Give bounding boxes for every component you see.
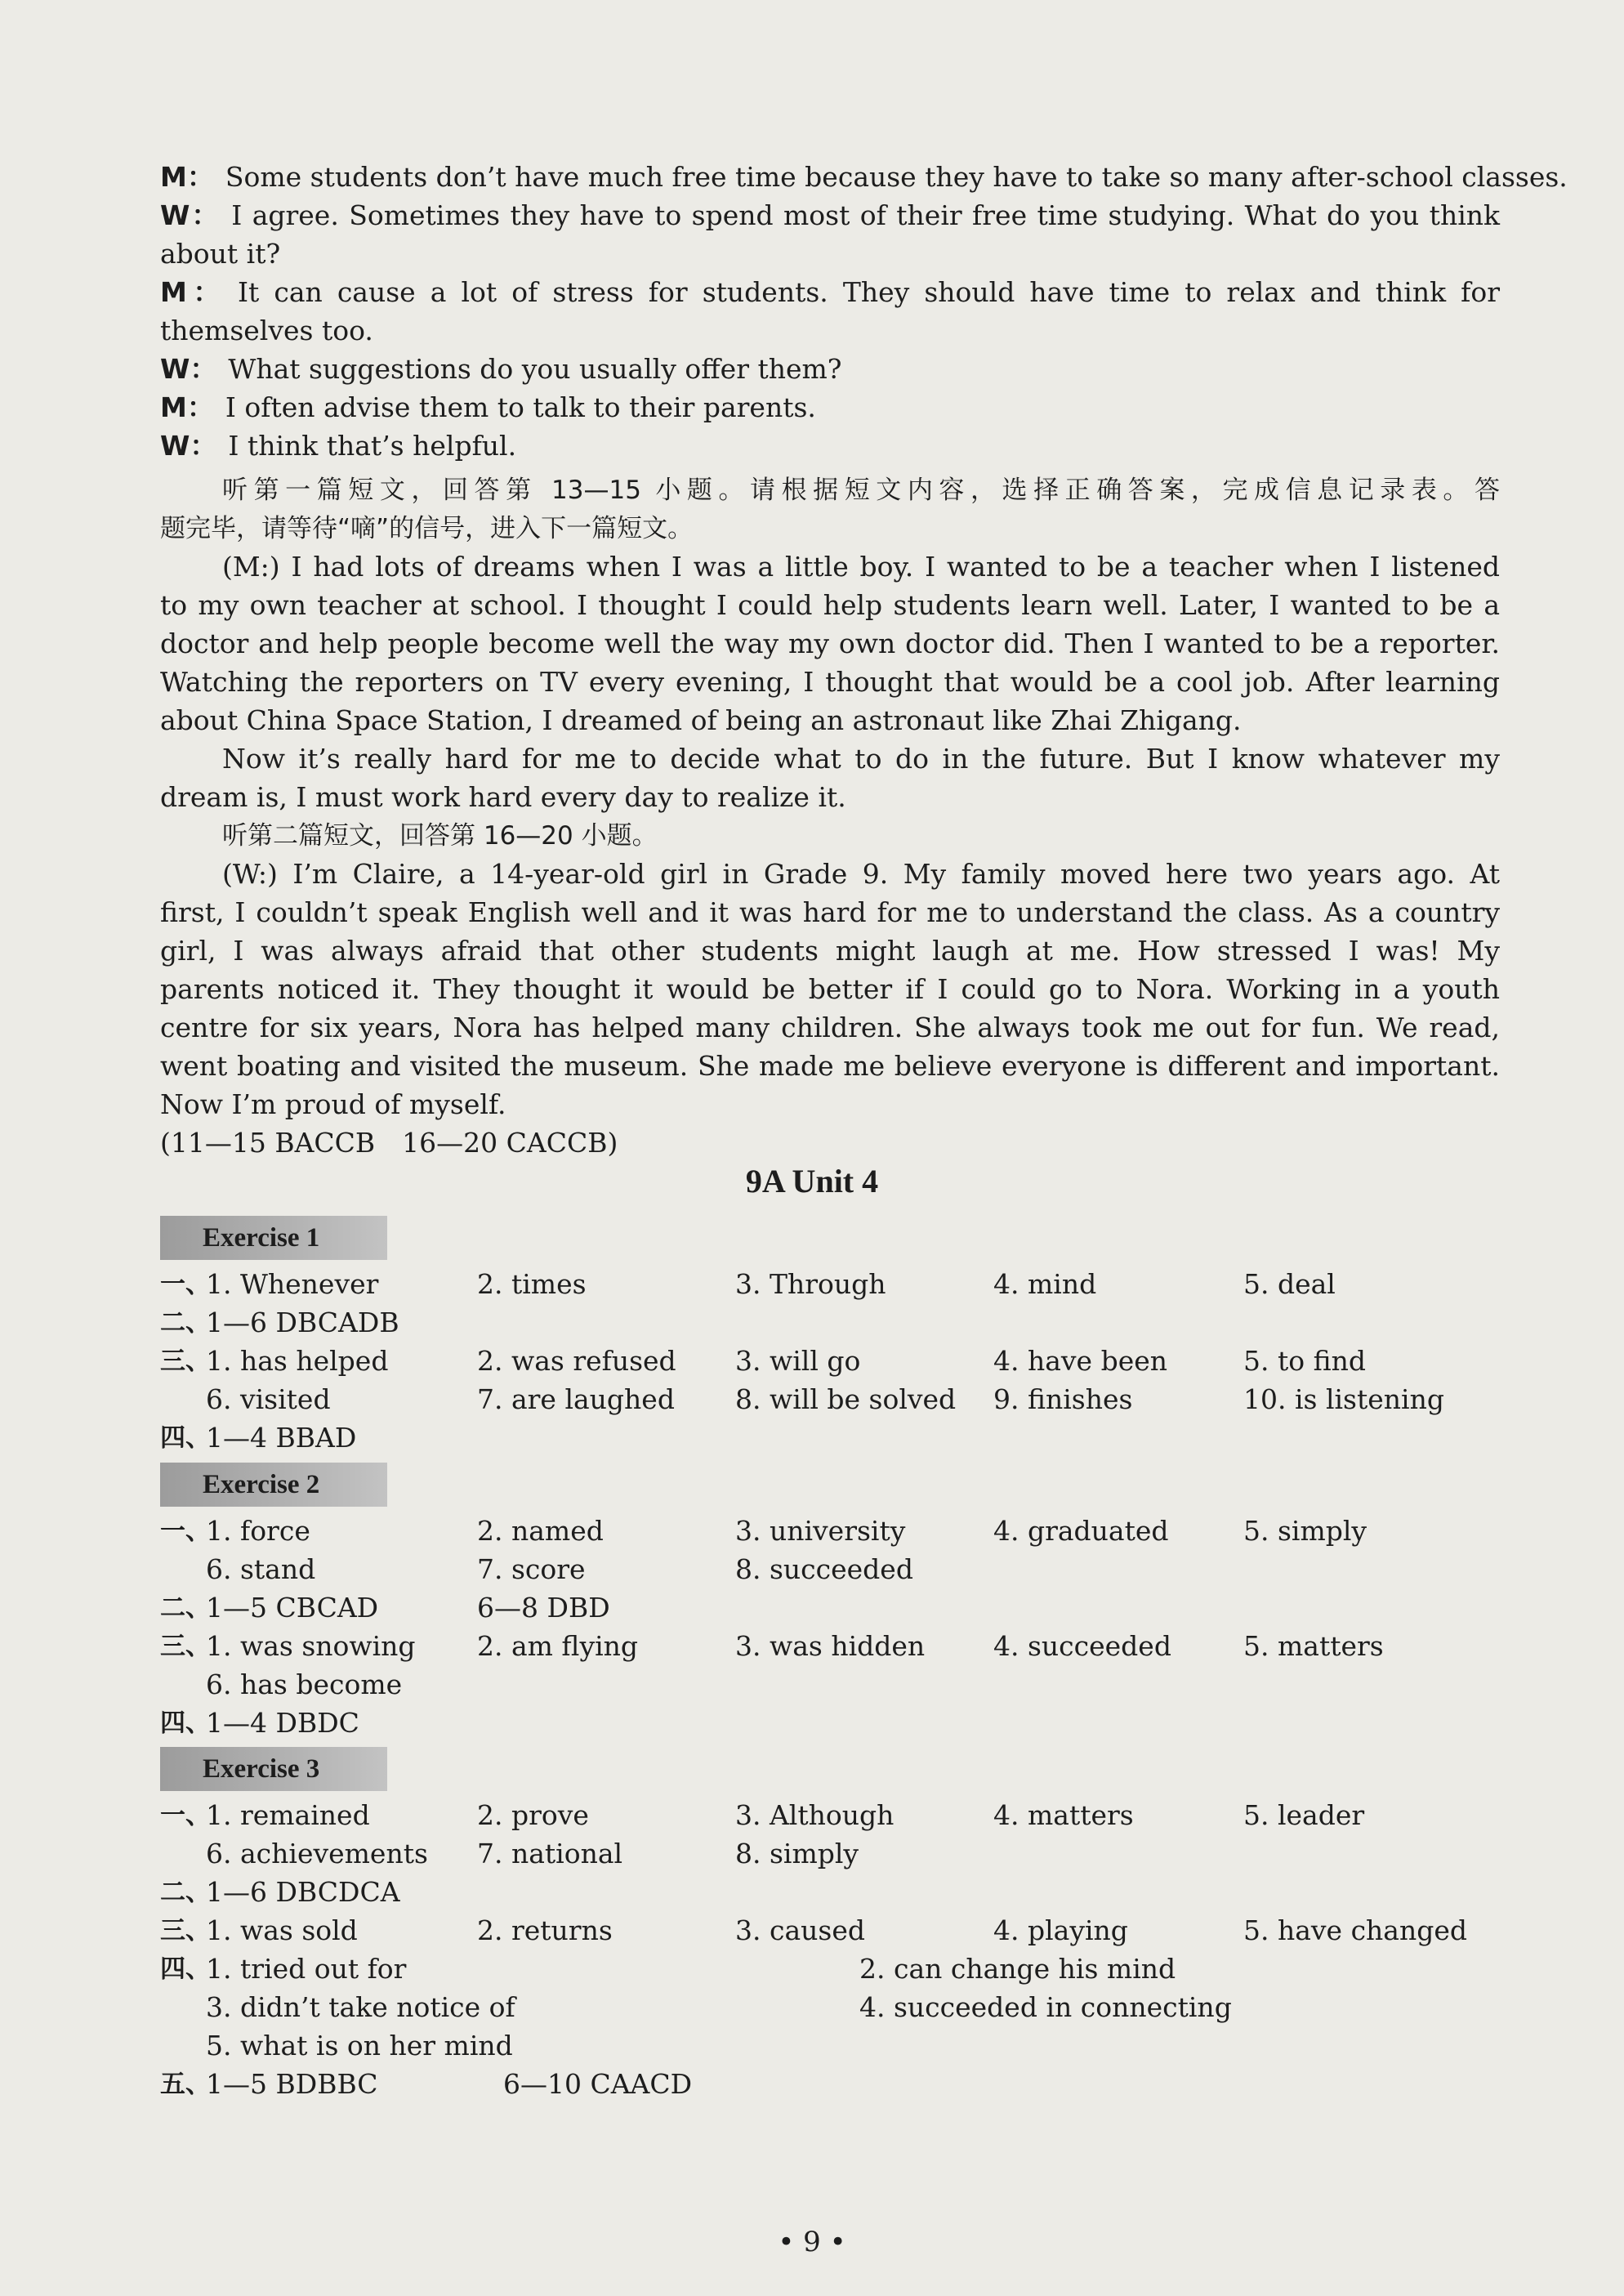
passage-line: parents noticed it. They thought it would be better if I could go to Nora. Working in a youth: [160, 973, 1500, 1005]
speaker-label: W：: [160, 353, 217, 385]
answer-row: [160, 1667, 1500, 1703]
passage-line: Now it’s really hard for me to decide what to do in the future. But I know whatever my: [222, 743, 1500, 775]
passage-line: Now I’m proud of myself.: [160, 1088, 506, 1120]
answer-item: 4. graduated: [993, 1515, 1169, 1547]
dialogue-text: What suggestions do you usually offer them?: [228, 353, 842, 385]
answer-item: 3. Through: [735, 1268, 886, 1300]
exercise-heading: Exercise 2: [160, 1463, 387, 1507]
answer-row: [160, 1913, 1500, 1949]
answer-row: [160, 1513, 1500, 1549]
answer-item: 5. to find: [1243, 1345, 1366, 1377]
answer-item: 2. named: [477, 1515, 604, 1547]
answer-item: 5. simply: [1243, 1515, 1367, 1547]
section-label: 一、: [160, 1270, 211, 1299]
answer-row: [160, 1798, 1500, 1834]
dialogue-line: [160, 159, 1568, 195]
answer-item: 1. was sold: [206, 1914, 358, 1946]
answer-row: [160, 1590, 1500, 1626]
passage-line: dream is, I must work hard every day to realize it.: [160, 781, 846, 813]
answer-item: 2. times: [477, 1268, 587, 1300]
answer-item: 3. didn’t take notice of: [206, 1991, 515, 2023]
passage-line: girl, I was always afraid that other students might laugh at me. How stressed I was! My: [160, 935, 1500, 967]
answer-item: 5. deal: [1243, 1268, 1336, 1300]
speaker-label: M：: [160, 391, 214, 423]
answer-item: 1—4 BBAD: [206, 1422, 357, 1454]
answer-row: [160, 1836, 1500, 1872]
answer-item: 1—4 DBDC: [206, 1707, 359, 1739]
answer-item: 7. national: [477, 1838, 623, 1869]
section-label: 二、: [160, 1593, 211, 1623]
answer-row: [160, 1874, 1500, 1910]
dialogue-text: Some students don’t have much free time because they have to take so many after-school classes.: [225, 161, 1568, 193]
answer-item: 3. was hidden: [735, 1630, 926, 1662]
section-label: 三、: [160, 1632, 211, 1661]
dialogue-text: themselves too.: [160, 315, 373, 346]
exercise-heading: Exercise 3: [160, 1747, 387, 1791]
speaker-label: W：: [160, 199, 221, 231]
answer-row: [160, 1305, 1500, 1341]
answer-item: 5. matters: [1243, 1630, 1384, 1662]
answer-row: [160, 1266, 1500, 1302]
answer-item: 10. is listening: [1243, 1383, 1444, 1415]
passage-line: Watching the reporters on TV every evening, I thought that would be a cool job. After learning: [160, 666, 1500, 698]
answer-item: 1. was snowing: [206, 1630, 416, 1662]
dialogue-text: It can cause a lot of stress for students. They should have time to relax and think for: [237, 276, 1500, 308]
answer-item: 4. playing: [993, 1914, 1128, 1946]
passage-line: (M:) I had lots of dreams when I was a little boy. I wanted to be a teacher when I listened: [222, 551, 1500, 583]
speaker-label: W：: [160, 430, 217, 462]
answer-item: 1. tried out for: [206, 1953, 407, 1985]
answer-item: 6. stand: [206, 1553, 316, 1585]
section-label: 四、: [160, 1423, 211, 1453]
answer-item: 7. score: [477, 1553, 586, 1585]
answer-item: 4. succeeded: [993, 1630, 1171, 1662]
listening-answers: (11—15 BACCB 16—20 CACCB): [160, 1127, 618, 1159]
dialogue-text: I think that’s helpful.: [228, 430, 517, 462]
passage-line: centre for six years, Nora has helped many children. She always took me out for fun. We read,: [160, 1012, 1500, 1043]
speaker-label: M：: [160, 276, 226, 308]
answer-item: 6. visited: [206, 1383, 331, 1415]
dialogue-line: [160, 275, 1500, 310]
answer-item: 9. finishes: [993, 1383, 1133, 1415]
answer-item: 5. what is on her mind: [206, 2030, 513, 2061]
answer-row: [160, 1382, 1500, 1418]
dialogue-text: I often advise them to talk to their parents.: [225, 391, 816, 423]
answer-row: [160, 1705, 1500, 1741]
answer-item: 2. am flying: [477, 1630, 639, 1662]
answer-row: [160, 1343, 1500, 1379]
answer-item: 1. Whenever: [206, 1268, 379, 1300]
section-label: 三、: [160, 1347, 211, 1376]
unit-title: 9A Unit 4: [745, 1163, 879, 1199]
answer-item: 1. force: [206, 1515, 310, 1547]
listening-instruction: 听第二篇短文，回答第 16—20 小题。: [222, 821, 658, 851]
answer-item: 8. will be solved: [735, 1383, 957, 1415]
answer-item: 1—5 BDBBC: [206, 2068, 378, 2100]
section-label: 五、: [160, 2070, 211, 2099]
answer-item: 4. mind: [993, 1268, 1097, 1300]
passage-line: doctor and help people become well the way my own doctor did. Then I wanted to be a reporter.: [160, 628, 1500, 659]
answer-item: 8. simply: [735, 1838, 859, 1869]
section-label: 三、: [160, 1916, 211, 1945]
section-label: 四、: [160, 1709, 211, 1738]
answer-row: [160, 1552, 1500, 1588]
dialogue-line: [160, 428, 1500, 464]
answer-item: 6—8 DBD: [477, 1592, 610, 1624]
answer-item: 2. was refused: [477, 1345, 676, 1377]
answer-item: 1—6 DBCADB: [206, 1307, 399, 1338]
passage-line: to my own teacher at school. I thought I could help students learn well. Later, I wanted to be a: [160, 589, 1500, 621]
section-label: 四、: [160, 1954, 211, 1984]
listening-instruction: 听第一篇短文，回答第 13—15 小题。请根据短文内容，选择正确答案，完成信息记录表。答: [222, 476, 1500, 505]
answer-item: 6. achievements: [206, 1838, 428, 1869]
answer-item: 1—6 DBCDCA: [206, 1876, 400, 1908]
passage-line: went boating and visited the museum. She made me believe everyone is different and important.: [160, 1050, 1500, 1082]
answer-item: 4. succeeded in connecting: [859, 1991, 1232, 2023]
passage-line: about China Space Station, I dreamed of being an astronaut like Zhai Zhigang.: [160, 704, 1242, 736]
dialogue-line: [160, 313, 1500, 349]
answer-row: [160, 1951, 1500, 1987]
answer-item: 2. prove: [477, 1799, 589, 1831]
listening-instruction: 题完毕，请等待“嘀”的信号，进入下一篇短文。: [160, 514, 694, 543]
answer-item: 3. Although: [735, 1799, 895, 1831]
exercise-heading: Exercise 1: [160, 1216, 387, 1260]
answer-row: [160, 1420, 1500, 1456]
answer-item: 3. caused: [735, 1914, 865, 1946]
passage-line: (W:) I’m Claire, a 14-year-old girl in Grade 9. My family moved here two years ago. At: [222, 858, 1500, 890]
answer-row: [160, 2066, 1500, 2102]
section-label: 一、: [160, 1801, 211, 1830]
answer-item: 5. have changed: [1243, 1914, 1468, 1946]
answer-item: 8. succeeded: [735, 1553, 913, 1585]
answer-item: 5. leader: [1243, 1799, 1365, 1831]
answer-item: 3. will go: [735, 1345, 861, 1377]
answer-item: 4. have been: [993, 1345, 1168, 1377]
answer-row: [160, 1990, 1500, 2026]
answer-item: 3. university: [735, 1515, 906, 1547]
answer-item: 1. remained: [206, 1799, 370, 1831]
speaker-label: M：: [160, 161, 214, 193]
answer-item: 6—10 CAACD: [503, 2068, 693, 2100]
answer-item: 4. matters: [993, 1799, 1134, 1831]
section-label: 二、: [160, 1308, 211, 1338]
answer-row: [160, 1628, 1500, 1664]
page-number: • 9 •: [778, 2226, 846, 2258]
dialogue-line: [160, 198, 1500, 234]
answer-item: 7. are laughed: [477, 1383, 675, 1415]
dialogue-line: [160, 236, 1500, 272]
dialogue-line: [160, 390, 1500, 426]
dialogue-text: I agree. Sometimes they have to spend most of their free time studying. What do you think: [231, 199, 1501, 231]
dialogue-line: [160, 351, 1500, 387]
section-label: 一、: [160, 1517, 211, 1546]
answer-item: 2. returns: [477, 1914, 613, 1946]
answer-item: 2. can change his mind: [859, 1953, 1176, 1985]
passage-line: first, I couldn’t speak English well and it was hard for me to understand the class. As a country: [160, 896, 1500, 928]
answer-item: 1—5 CBCAD: [206, 1592, 379, 1624]
section-label: 二、: [160, 1878, 211, 1907]
dialogue-text: about it?: [160, 238, 281, 270]
answer-item: 6. has become: [206, 1668, 403, 1700]
answer-item: 1. has helped: [206, 1345, 389, 1377]
answer-row: [160, 2028, 1500, 2064]
